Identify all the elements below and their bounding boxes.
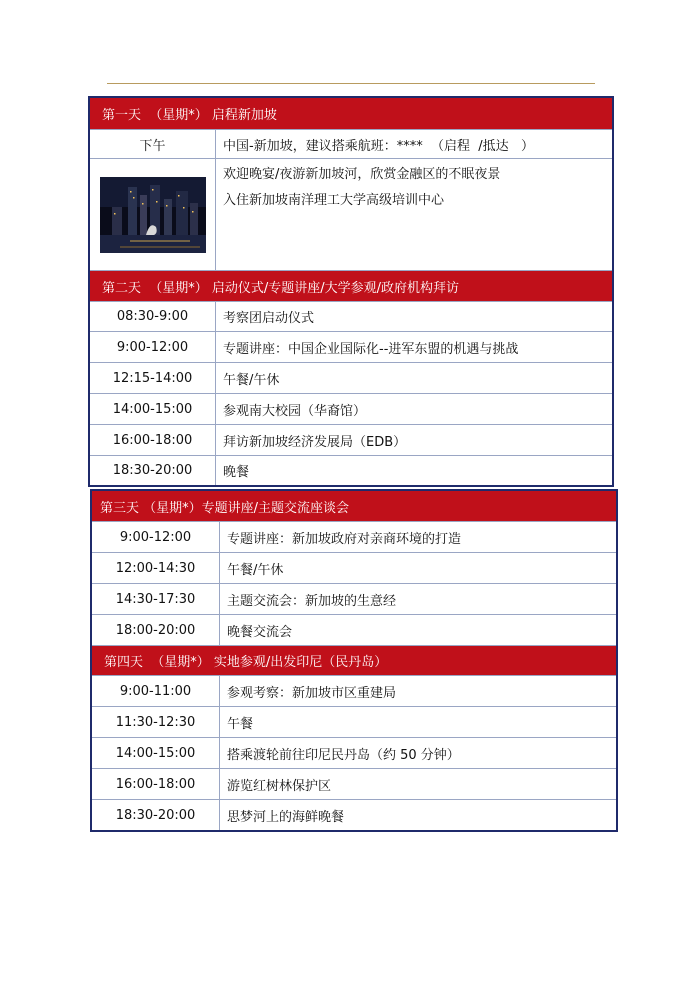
day2-header-text: 第二天 （星期*） 启动仪式/专题讲座/大学参观/政府机构拜访: [102, 280, 460, 296]
activity-line: 欢迎晚宴/夜游新加坡河，欣赏金融区的不眠夜景: [223, 167, 501, 182]
time-cell: 08:30-9:00: [90, 302, 216, 331]
table-row: [92, 675, 616, 706]
table-row: [92, 521, 616, 552]
time-cell: 11:30-12:30: [92, 707, 220, 737]
time-cell: 下午: [90, 130, 216, 158]
activity-cell: [216, 159, 612, 270]
activity-cell: 搭乘渡轮前往印尼民丹岛（约 50 分钟）: [227, 747, 460, 763]
table-row: [90, 424, 612, 455]
table-row: [92, 583, 616, 614]
day1-header: [90, 98, 612, 129]
table-row: [90, 455, 612, 485]
table-row: [90, 331, 612, 362]
activity-cell: 专题讲座：新加坡政府对亲商环境的打造: [227, 531, 462, 547]
activity-cell: 参观考察：新加坡市区重建局: [227, 685, 397, 701]
activity-cell: 午餐/午休: [223, 372, 280, 388]
activity-cell: 考察团启动仪式: [223, 311, 315, 326]
activity-cell: 晚餐交流会: [227, 624, 293, 640]
activity-cell: 中国-新加坡，建议搭乘航班：**** （启程 /抵达 ）: [223, 138, 534, 154]
table-row: [92, 799, 616, 830]
itinerary-table-2: [90, 489, 618, 832]
activity-cell: 思梦河上的海鲜晚餐: [227, 809, 345, 825]
table-row: [90, 362, 612, 393]
activity-cell: 游览红树林保护区: [227, 778, 332, 794]
photo-cell: [90, 159, 216, 270]
activity-line: 入住新加坡南洋理工大学高级培训中心: [223, 193, 445, 208]
time-cell: 9:00-12:00: [92, 522, 220, 552]
time-cell: 16:00-18:00: [92, 769, 220, 799]
top-rule: [107, 83, 595, 84]
table-row: [90, 158, 612, 270]
table-row: [92, 706, 616, 737]
time-cell: 14:30-17:30: [92, 584, 220, 614]
activity-cell: 参观南大校园（华裔馆）: [223, 403, 367, 419]
time-cell: 18:30-20:00: [92, 800, 220, 830]
time-cell: 14:00-15:00: [90, 394, 216, 424]
day1-header-text: 第一天 （星期*） 启程新加坡: [102, 108, 277, 123]
time-cell: 12:00-14:30: [92, 553, 220, 583]
activity-cell: 午餐: [227, 716, 254, 732]
table-row: [90, 129, 612, 158]
time-cell: 12:15-14:00: [90, 363, 216, 393]
table-row: [92, 552, 616, 583]
activity-cell: 拜访新加坡经济发展局（EDB）: [223, 434, 407, 450]
day4-header: [92, 645, 616, 675]
time-cell: 9:00-11:00: [92, 676, 220, 706]
table-row: [90, 393, 612, 424]
time-cell: 16:00-18:00: [90, 425, 216, 455]
day4-header-text: 第四天 （星期*） 实地参观/出发印尼（民丹岛）: [104, 655, 388, 670]
activity-cell: 主题交流会：新加坡的生意经: [227, 593, 397, 609]
activity-cell: 晚餐: [223, 465, 250, 480]
table-row: [92, 737, 616, 768]
time-cell: 18:30-20:00: [90, 456, 216, 485]
day3-header-text: 第三天 （星期*）专题讲座/主题交流座谈会: [100, 500, 350, 516]
time-cell: 18:00-20:00: [92, 615, 220, 645]
activity-cell: 专题讲座：中国企业国际化--进军东盟的机遇与挑战: [223, 341, 519, 357]
activity-cell: 午餐/午休: [227, 562, 284, 578]
time-cell: 14:00-15:00: [92, 738, 220, 768]
table-row: [92, 614, 616, 645]
day3-header: [92, 491, 616, 521]
itinerary-table-1: [88, 96, 614, 487]
singapore-night-photo: [100, 177, 206, 253]
day2-header: [90, 270, 612, 301]
table-row: [90, 301, 612, 331]
time-cell: 9:00-12:00: [90, 332, 216, 362]
table-row: [92, 768, 616, 799]
